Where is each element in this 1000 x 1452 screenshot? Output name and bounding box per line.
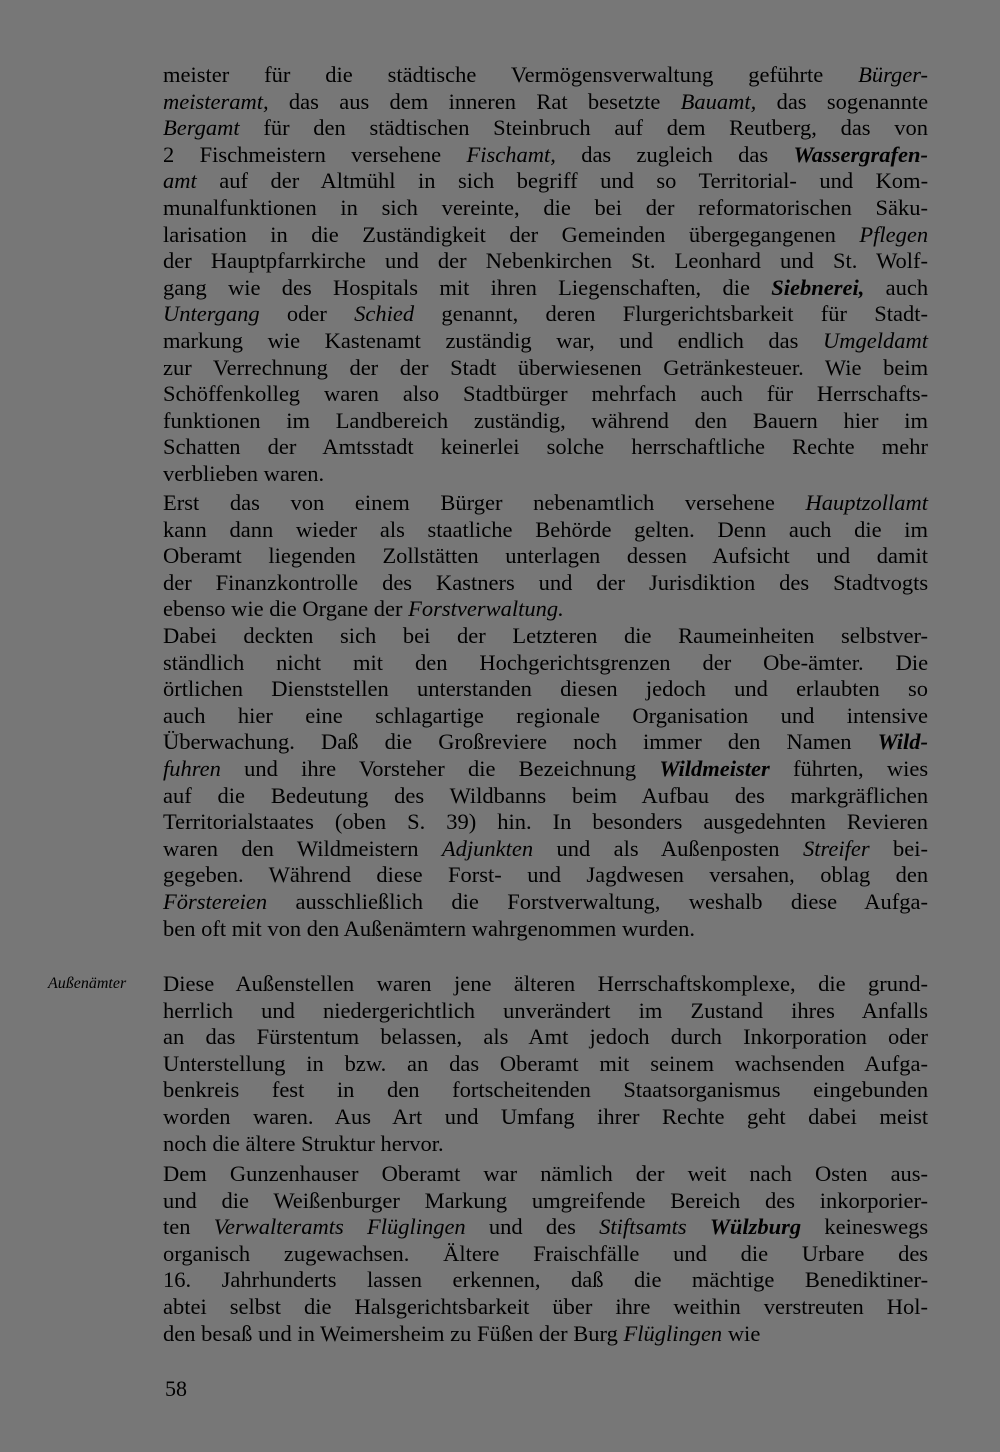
text-line: Untergang oder Schied genannt, deren Flurgerichtsbarkeit für Stadt-: [163, 301, 929, 327]
text-line: 2 Fischmeistern versehene Fischamt, das zugleich das Wassergrafen-: [163, 141, 929, 167]
text-line: ständlich nicht mit den Hochgerichtsgrenzen der Obe-ämter. Die: [163, 649, 929, 675]
text-line: ten Verwalteramts Flüglingen und des Stiftsamts Wülzburg keineswegs: [163, 1214, 929, 1240]
text-line: amt auf der Altmühl in sich begriff und so Territorial- und Kom-: [163, 168, 929, 194]
text-line: der Hauptpfarrkirche und der Nebenkirchen St. Leonhard und St. Wolf-: [163, 248, 929, 274]
text-line: verblieben waren.: [163, 461, 325, 486]
text-line: Dem Gunzenhauser Oberamt war nämlich der weit nach Osten aus-: [163, 1161, 929, 1186]
text-line: meisteramt, das aus dem inneren Rat besetzte Bauamt, das sogenannte: [163, 88, 929, 114]
text-line: kann dann wieder als staatliche Behörde gelten. Denn auch die im: [163, 516, 929, 542]
text-line: noch die ältere Struktur hervor.: [163, 1130, 444, 1156]
text-line: auch hier eine schlagartige regionale Organisation und intensive: [163, 702, 929, 728]
text-line: auf die Bedeutung des Wildbanns beim Aufbau des markgräflichen: [163, 782, 929, 808]
text-line: zur Verrechnung der der Stadt überwiesenen Getränkesteuer. Wie beim: [163, 354, 929, 380]
text-line: gang wie des Hospitals mit ihren Liegenschaften, die Siebnerei, auch: [163, 274, 929, 300]
text-line: den besaß und in Weimersheim zu Füßen der Burg Flüglingen wie: [163, 1320, 761, 1346]
text-line: Dabei deckten sich bei der Letzteren die Raumeinheiten selbstver-: [163, 623, 928, 648]
text-line: Schatten der Amtsstadt keinerlei solche herrschaftliche Rechte mehr: [163, 434, 929, 460]
text-line: örtlichen Dienststellen unterstanden diesen jedoch und erlaubten so: [163, 676, 929, 702]
text-line: fuhren und ihre Vorsteher die Bezeichnung Wildmeister führten, wies: [163, 756, 929, 781]
text-line: Förstereien ausschließlich die Forstverwaltung, weshalb diese Aufga-: [163, 889, 929, 914]
text-line: Diese Außenstellen waren jene älteren Herrschaftskomplexe, die grund-: [163, 971, 929, 996]
text-line: meister für die städtische Vermögensverwaltung geführte Bürger-: [163, 62, 929, 87]
text-line: larisation in die Zuständigkeit der Gemeinden übergegangenen Pflegen: [163, 221, 929, 247]
text-line: markung wie Kastenamt zuständig war, und endlich das Umgeldamt: [163, 328, 928, 353]
text-line: 16. Jahrhunderts lassen erkennen, daß die mächtige Benediktiner-: [163, 1267, 929, 1293]
text-line: munalfunktionen in sich vereinte, die bei der reformatorischen Säku-: [163, 195, 929, 220]
text-line: und die Weißenburger Markung umgreifende Bereich des inkorporier-: [163, 1187, 929, 1213]
text-line: funktionen im Landbereich zuständig, während den Bauern hier im: [163, 407, 928, 433]
text-line: gegeben. Während diese Forst- und Jagdwesen versahen, oblag den: [163, 862, 929, 888]
margin-note: Außenämter: [48, 975, 127, 992]
text-line: benkreis fest in den fortscheitenden Staatsorganismus eingebunden: [163, 1077, 929, 1103]
text-line: ebenso wie die Organe der Forstverwaltung.: [163, 596, 564, 622]
text-line: abtei selbst die Halsgerichtsbarkeit über ihre weithin verstreuten Hol-: [163, 1294, 928, 1319]
text-line: Territorialstaates (oben S. 39) hin. In besonders ausgedehnten Revieren: [163, 809, 929, 835]
page-number: 58: [165, 1376, 187, 1401]
text-line: ben oft mit von den Außenämtern wahrgenommen wurden.: [163, 915, 696, 941]
text-line: Schöffenkolleg waren also Stadtbürger mehrfach auch für Herrschafts-: [163, 381, 929, 407]
text-line: Erst das von einem Bürger nebenamtlich versehene Hauptzollamt: [163, 490, 928, 515]
text-line: organisch zugewachsen. Ältere Fraischfälle und die Urbare des: [163, 1240, 929, 1266]
text-line: waren den Wildmeistern Adjunkten und als Außenposten Streifer bei-: [163, 835, 929, 861]
text-line: worden waren. Aus Art und Umfang ihrer Rechte geht dabei meist: [163, 1104, 929, 1129]
text-line: herrlich und niedergerichtlich unverändert im Zustand ihres Anfalls: [163, 997, 928, 1023]
text-line: an das Fürstentum belassen, als Amt jedoch durch Inkorporation oder: [163, 1024, 929, 1050]
text-line: Unterstellung in bzw. an das Oberamt mit seinem wachsenden Aufga-: [163, 1050, 928, 1076]
text-line: der Finanzkontrolle des Kastners und der Jurisdiktion des Stadtvogts: [163, 569, 929, 595]
text-line: Bergamt für den städtischen Steinbruch auf dem Reutberg, das von: [163, 115, 928, 141]
text-line: Überwachung. Daß die Großreviere noch immer den Namen Wild-: [163, 729, 929, 755]
text-line: Oberamt liegenden Zollstätten unterlagen dessen Aufsicht und damit: [163, 543, 929, 569]
